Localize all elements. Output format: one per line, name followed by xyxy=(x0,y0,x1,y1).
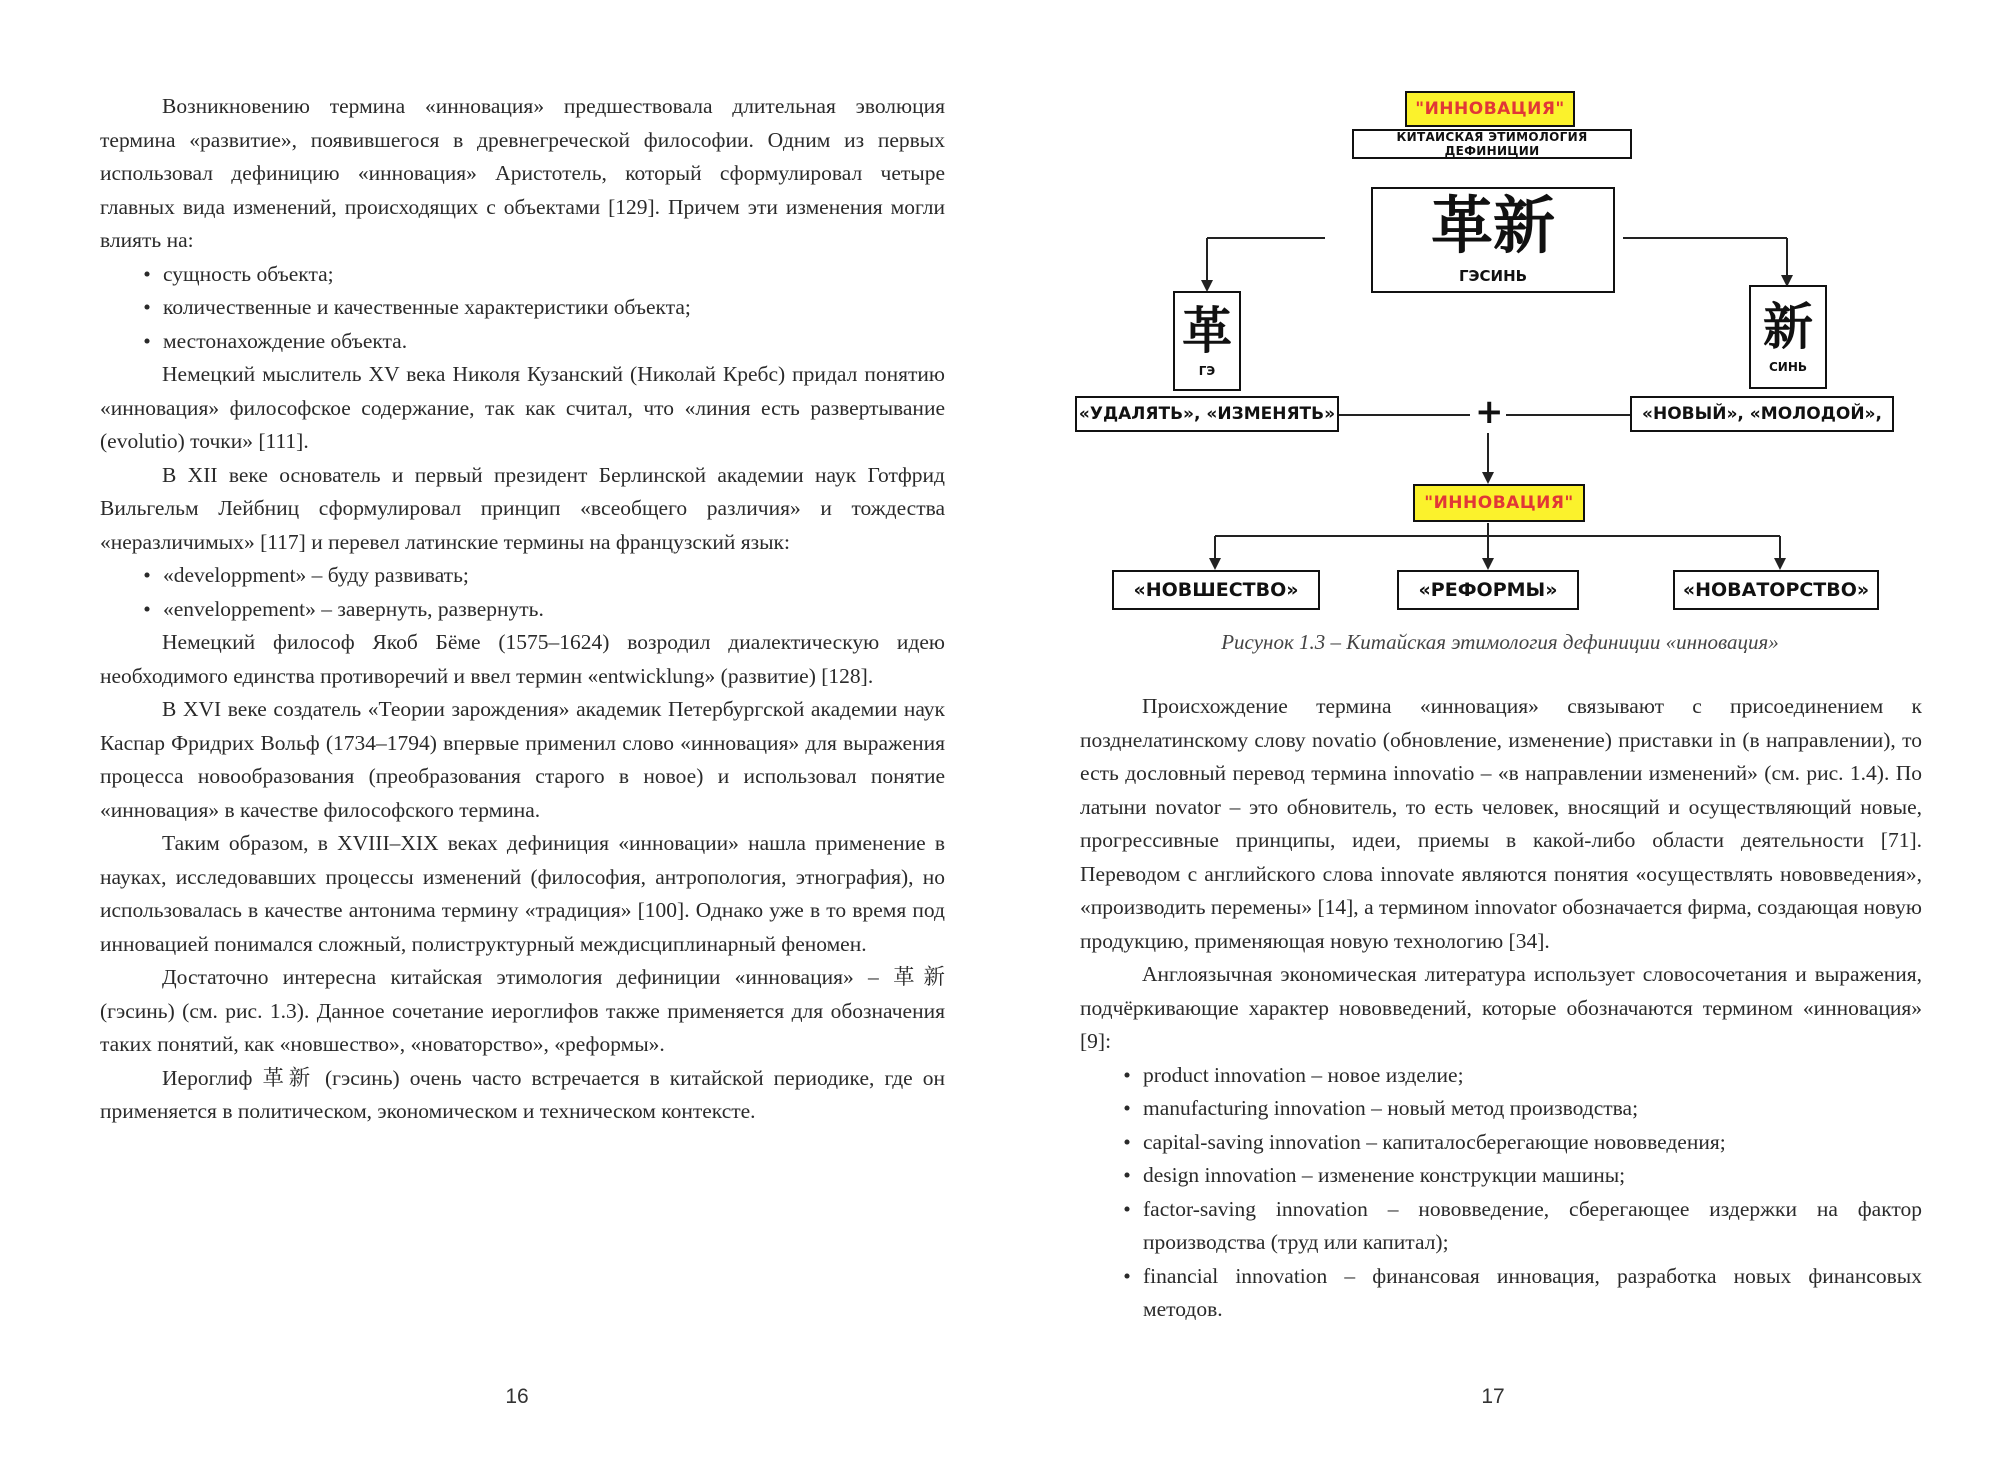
paragraph: Немецкий философ Якоб Бёме (1575–1624) возродил диалектическую идею необходимого единства противоречий и ввел термин «entwicklung» (развитие) [128]. xyxy=(100,630,945,688)
list-item-text: factor-saving innovation – нововведение, сберегающее издержки на фактор производства (труд или капитал); xyxy=(1143,1196,1922,1254)
list-item xyxy=(137,593,945,627)
bullet-dot: • xyxy=(143,563,151,587)
right-page xyxy=(1000,0,2000,1471)
outcome-box-2: «РЕФОРМЫ» xyxy=(1397,570,1579,610)
outcome-box-3: «НОВАТОРСТВО» xyxy=(1673,570,1879,610)
paragraph: Таким образом, в XVIII–XIX веках дефиниция «инновации» нашла применение в науках, исследовавших процессы изменений (философия, антропология, этнография), но использовалась в качестве антонима термину «традиция» [100]. Однако уже в то время под инновацией понимался сложный, полиструктурный междисциплинарный феномен. xyxy=(100,831,945,956)
page-number-right: 17 xyxy=(1481,1385,1505,1408)
bullet-dot: • xyxy=(1123,1129,1131,1154)
bullet-dot: • xyxy=(143,596,151,621)
bullet-dot: • xyxy=(143,295,151,319)
left-reading: ГЭ xyxy=(1198,364,1216,378)
bullet-list xyxy=(100,559,945,626)
bullet-list xyxy=(100,258,945,359)
bullet-list xyxy=(1080,1059,1922,1327)
left-glyph: 革 xyxy=(1182,302,1232,360)
paragraph: В XVI веке создатель «Теории зарождения» академик Петербургской академии наук Каспар Фридрих Вольф (1734–1794) впервые применил слово «инновация» для выражения процесса новообразования (преобразования старого в новое) и использовал понятие «инновация» в качестве философского термина. xyxy=(100,697,945,822)
right-page-text xyxy=(1080,690,1922,1327)
paragraph: Возникновению термина «инновация» предшествовала длительная эволюция термина «развитие», появившегося в древнегреческой философии. Одним из первых использовал дефиницию «инновация» Аристотель, который сформулировал четыре главных вида изменений, происходящих с объектами [129]. Причем эти изменения могли влиять на: xyxy=(100,94,945,252)
list-item xyxy=(1117,1092,1922,1126)
list-item-text: financial innovation – финансовая инновация, разработка новых финансовых методов. xyxy=(1143,1263,1922,1321)
list-item xyxy=(1117,1193,1922,1260)
paragraph: Происхождение термина «инновация» связывают с присоединением к позднелатинскому слову novatio (обновление, изменение) приставки in (в направлении), то есть дословный перевод термина innovatio – «в направлении изменений» (см. рис. 1.4). По латыни novator – это обновитель, то есть человек, вносящий и осуществляющий новые, прогрессивные принципы, идеи, приемы в какой-либо области деятельности [71]. Переводом с английского слова innovate являются понятия «осуществлять нововведения», «производить перемены» [14], а термином innovator обозначается фирма, создающая новую продукцию, применяющая новую технологию [34]. xyxy=(1080,694,1922,953)
list-item-text: местонахождение объекта. xyxy=(163,328,408,353)
list-item-text: product innovation – новое изделие; xyxy=(1143,1062,1464,1087)
list-item-text: «enveloppement» – завернуть, развернуть. xyxy=(163,596,544,621)
list-item xyxy=(137,325,945,359)
paragraph: Немецкий мыслитель XV века Николя Кузанский (Николай Кребс) придал понятию «инновация» философское содержание, так как считал, что «линия есть развертывание (evolutio) точки» [111]. xyxy=(100,362,945,453)
list-item-text: «developpment» – буду развивать; xyxy=(163,563,469,587)
paragraph: В XII веке основатель и первый президент Берлинской академии наук Готфрид Вильгельм Лейбниц сформулировал принцип «всеобщего различия» и тождества «неразличимых» [117] и перевел латинские термины на французский язык: xyxy=(100,462,945,554)
etymology-diagram xyxy=(1070,88,1930,668)
list-item-text: количественные и качественные характеристики объекта; xyxy=(163,295,691,319)
paragraph: Иероглиф 革新 (гэсинь) очень часто встречается в китайской периодике, где он применяется в политическом, экономическом и техническом контексте. xyxy=(100,1065,945,1123)
left-glyph-box xyxy=(1173,291,1241,391)
bullet-dot: • xyxy=(1123,1196,1131,1221)
list-item xyxy=(137,559,945,593)
left-meaning-box: «УДАЛЯТЬ», «ИЗМЕНЯТЬ» xyxy=(1075,396,1339,432)
list-item-text: сущность объекта; xyxy=(163,261,334,286)
list-item-text: capital-saving innovation – капиталосберегающие нововведения; xyxy=(1143,1129,1726,1154)
list-item xyxy=(1117,1159,1922,1193)
list-item-text: manufacturing innovation – новый метод производства; xyxy=(1143,1096,1639,1120)
list-item xyxy=(137,258,945,292)
outcome-box-1: «НОВШЕСТВО» xyxy=(1112,570,1320,610)
bullet-dot: • xyxy=(1123,1096,1131,1120)
right-reading: СИНЬ xyxy=(1768,360,1808,374)
result-box: "ИННОВАЦИЯ" xyxy=(1413,484,1585,522)
list-item-text: design innovation – изменение конструкции машины; xyxy=(1143,1163,1626,1187)
page-number-left: 16 xyxy=(505,1385,529,1408)
bullet-dot: • xyxy=(1123,1163,1131,1187)
plus-sign: + xyxy=(1475,392,1504,432)
compound-glyph: 革新 xyxy=(1430,189,1555,262)
bullet-dot: • xyxy=(143,328,151,353)
figure-caption: Рисунок 1.3 – Китайская этимология дефиниции «инновация» xyxy=(1221,630,1779,654)
right-glyph: 新 xyxy=(1763,298,1813,356)
list-item xyxy=(1117,1126,1922,1160)
list-item xyxy=(1117,1059,1922,1093)
left-page-text xyxy=(100,90,945,1129)
right-meaning-box: «НОВЫЙ», «МОЛОДОЙ», xyxy=(1630,396,1894,432)
list-item xyxy=(137,291,945,325)
bullet-dot: • xyxy=(143,261,151,286)
paragraph: Англоязычная экономическая литература использует словосочетания и выражения, подчёркивающие характер нововведений, которые обозначаются термином «инновация» [9]: xyxy=(1080,962,1922,1053)
compound-glyph-box xyxy=(1371,187,1615,293)
bullet-dot: • xyxy=(1123,1062,1131,1087)
list-item xyxy=(1117,1260,1922,1327)
compound-reading: ГЭСИНЬ xyxy=(1458,267,1528,285)
paragraph: Достаточно интересна китайская этимология дефиниции «инновация» – 革新 (гэсинь) (см. рис. 1.3). Данное сочетание иероглифов также применяется для обозначения таких понятий, как «новшество», «новаторство», «реформы». xyxy=(100,965,945,1056)
right-glyph-box xyxy=(1749,285,1827,389)
diagram-title-box: "ИННОВАЦИЯ" xyxy=(1405,91,1575,127)
bullet-dot: • xyxy=(1123,1263,1131,1288)
diagram-subtitle-box: КИТАЙСКАЯ ЭТИМОЛОГИЯ ДЕФИНИЦИИ xyxy=(1352,129,1632,159)
